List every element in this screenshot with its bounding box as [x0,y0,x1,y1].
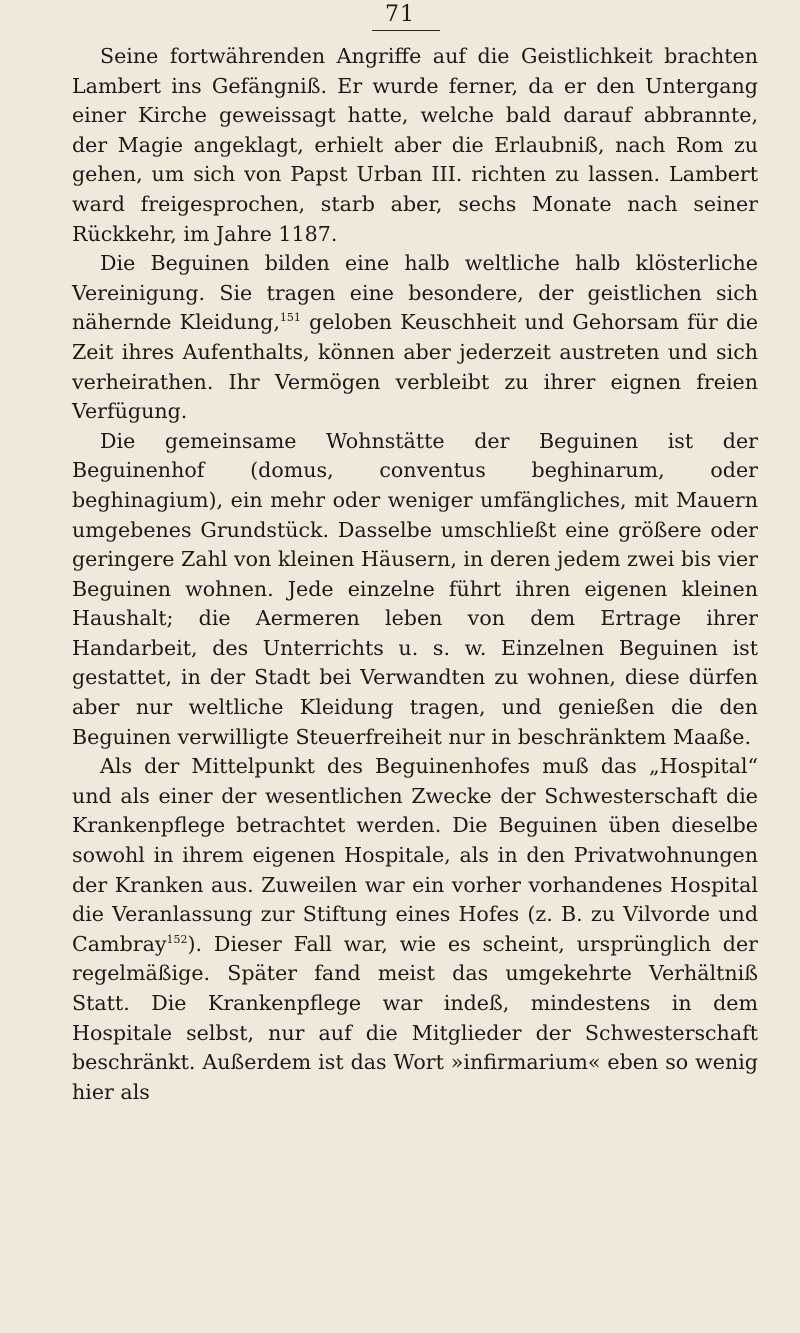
paragraph-beguinenhof: Die gemeinsame Wohnstätte der Beguinen ist der Beguinenhof (domus, conventus beghinarum, oder beghinagium), ein mehr oder weniger umfängliches, mit Mauern umgebenes Grundstück. Dasselbe umschließt eine größere oder geringere Zahl von kleinen Häusern, in deren jedem zwei bis vier Beguinen wohnen. Jede einzelne führt ihren eigenen kleinen Haushalt; die Aermeren leben von dem Ertrage ihrer Handarbeit, des Unterrichts u. s. w. Einzelnen Beguinen ist gestattet, in der Stadt bei Verwandten zu wohnen, diese dürfen aber nur weltliche Kleidung tragen, und genießen die den Beguinen verwilligte Steuerfreiheit nur in beschränktem Maaße. [72,428,758,749]
paragraph-hospital [72,752,758,1107]
paragraph-text: geloben Keuschheit und Gehorsam für die Zeit ihres Aufenthalts, können aber jederzeit austreten und sich verheirathen. Ihr Vermögen verbleibt zu ihrer eignen freien Verfügung. [72,310,759,424]
paragraph-text: Die Beguinen bilden eine halb weltliche halb klösterliche Vereinigung. Sie tragen eine besondere, der geistlichen sich nähernde Kleidung, [72,251,758,335]
paragraph-lambert: Seine fortwährenden Angriffe auf die Geistlichkeit brachten Lambert ins Gefängniß. Er wurde ferner, da er den Untergang einer Kirche geweissagt hatte, welche bald darauf abbrannte, der Magie angeklagt, erhielt aber die Erlaubniß, nach Rom zu gehen, um sich von Papst Urban III. richten zu lassen. Lambert ward freigesprochen, starb aber, sechs Monate nach seiner Rückkehr, im Jahre 1187. [72,44,758,246]
paragraph-beguinen-intro [72,249,758,427]
header-rule [372,30,440,31]
page-number: 71 [385,2,415,27]
paragraph-text: ). Dieser Fall war, wie es scheint, ursprünglich der regelmäßige. Später fand meist das umgekehrte Verhältniß Statt. Die Krankenpflege war indeß, mindestens in dem Hospitale selbst, nur auf die Mitglieder der Schwesterschaft beschränkt. Außerdem ist das Wort »infirmarium« eben so wenig hier als [72,931,758,1104]
footnote-marker: 152 [166,932,188,946]
body-text [72,42,758,1107]
footnote-marker: 151 [279,311,301,325]
paragraph-text: Als der Mittelpunkt des Beguinenhofes muß das „Hospital“ und als einer der wesentlichen Zwecke der Schwesterschaft die Krankenpflege betrachtet werden. Die Beguinen üben dieselbe sowohl in ihrem eigenen Hospitale, als in den Privatwohnungen der Kranken aus. Zuweilen war ein vorher vorhandenes Hospital die Veranlassung zur Stiftung eines Hofes (z. B. zu Vilvorde und Cambray [72,754,758,956]
